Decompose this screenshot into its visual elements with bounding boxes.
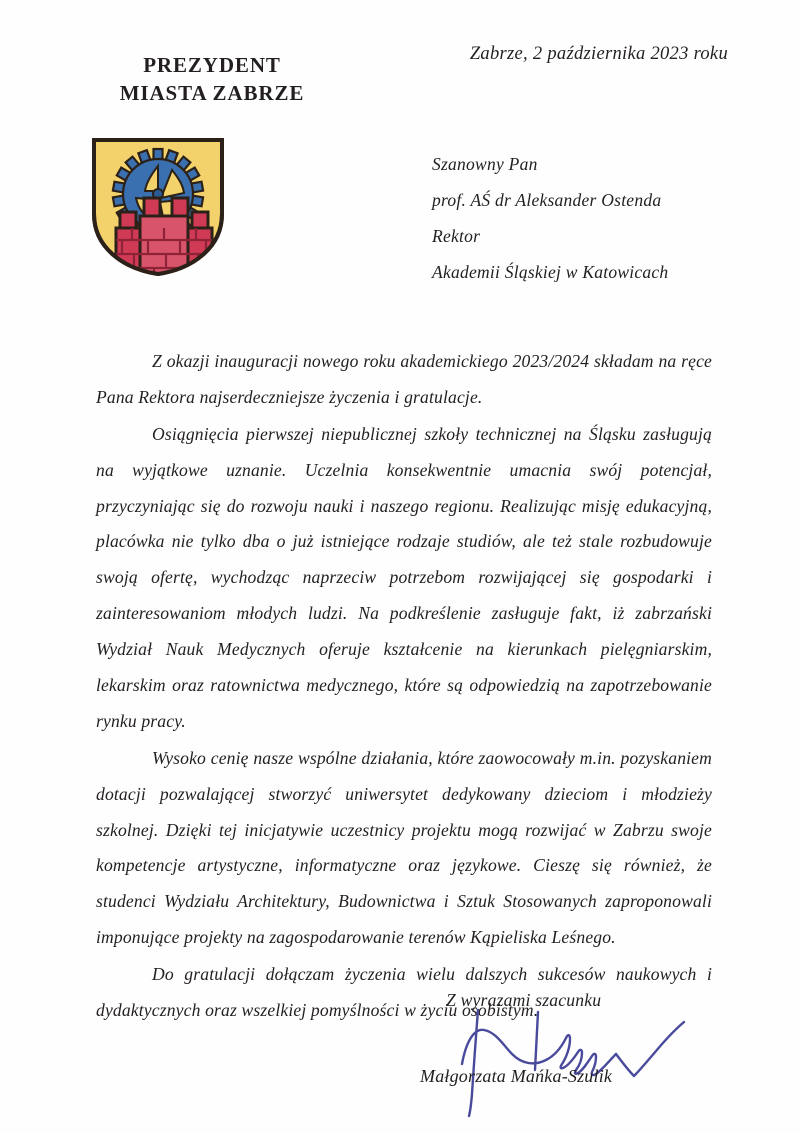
letterhead (62, 52, 362, 107)
signatory-name: Małgorzata Mańka-Szulik (420, 1066, 613, 1086)
body-paragraph-2: Osiągnięcia pierwszej niepublicznej szkoły technicznej na Śląsku zasługują na wyjątkowe uznanie. Uczelnia konsekwentnie umacnia swój potencjał, przyczyniając się do rozwoju nauki i naszego regionu. Realizując misję edukacyjną, placówka nie tylko dba o już istniejące rodzaje studiów, ale też stale rozbudowuje swoją ofertę, wychodząc naprzeciw potrzebom rozwijającej się gospodarki i zainteresowaniom młodych ludzi. Na podkreślenie zasługuje fakt, iż zabrzański Wydział Nauk Medycznych oferuje kształcenie na kierunkach pielęgniarskim, lekarskim oraz ratownictwa medycznego, które są odpowiedzią na zapotrzebowanie rynku pracy. (96, 423, 712, 731)
body-paragraph-4: Do gratulacji dołączam życzenia wielu dalszych sukcesów naukowych i dydaktycznych oraz wszelkiej pomyślności w życiu osobistym. (96, 964, 712, 1021)
addressee-title: Rektor (432, 226, 481, 247)
letterhead-line-1: PREZYDENT (143, 53, 281, 77)
addressee-block (432, 146, 668, 290)
body-paragraph-3: Wysoko cenię nasze wspólne działania, które zaowocowały m.in. pozyskaniem dotacji pozwalającej stworzyć uniwersytet dedykowany dzieciom i młodzieży szkolnej. Dzięki tej inicjatywie uczestnicy projektu mogą rozwijać w Zabrzu swoje kompetencje artystyczne, informatyczne oraz językowe. Cieszę się również, że studenci Wydziału Architektury, Budownictwa i Sztuk Stosowanych zaproponowali imponujące projekty na zagospodarowanie terenów Kąpieliska Leśnego. (96, 747, 712, 948)
handwritten-signature-icon (400, 1008, 740, 1118)
addressee-name: prof. AŚ dr Aleksander Ostenda (432, 190, 662, 211)
letterhead-line-2: MIASTA ZABRZE (119, 80, 305, 105)
body-paragraph-1: Z okazji inauguracji nowego roku akademickiego 2023/2024 składam na ręce Pana Rektora najserdeczniejsze życzenia i gratulacje. (96, 351, 712, 407)
coat-of-arms-zabrze (88, 136, 228, 278)
addressee-institution: Akademii Śląskiej w Katowicach (432, 262, 669, 283)
valediction: Z wyrazami szacunku (446, 990, 602, 1010)
signature-block (400, 1008, 740, 1118)
letter-body (96, 344, 712, 1029)
date-line: Zabrze, 2 października 2023 roku (469, 44, 728, 64)
addressee-salutation: Szanowny Pan (432, 154, 538, 174)
